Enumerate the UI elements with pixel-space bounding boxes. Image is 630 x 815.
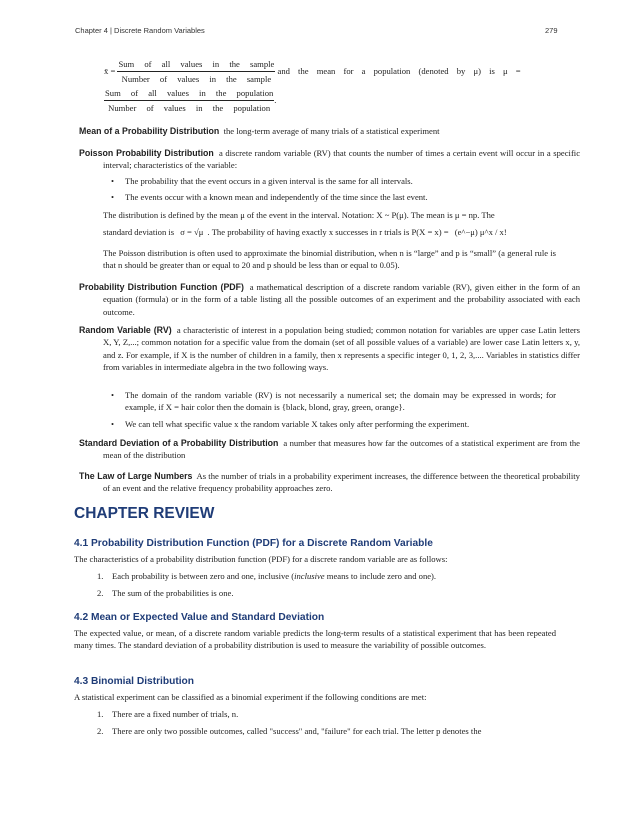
section-heading-4-2: 4.2 Mean or Expected Value and Standard Deviation bbox=[74, 612, 325, 623]
list-text: There are only two possible outcomes, called "success" and, "failure" for each trial. The letter p denotes the bbox=[112, 726, 482, 737]
list-item: • The domain of the random variable (RV) is not necessarily a numerical set; the domain may be expressed in words; for example, if X = hair color then the domain is {black, blond, gray, green, orange}. bbox=[103, 389, 556, 414]
glossary-entry-mean bbox=[79, 125, 556, 137]
glossary-entry-law-of-large-numbers bbox=[79, 470, 580, 495]
list-text: There are a fixed number of trials, n. bbox=[112, 709, 239, 719]
list-number: 1. bbox=[97, 571, 104, 581]
population-mean-connector: and the mean for a population (denoted by μ) is μ = bbox=[277, 65, 521, 76]
poisson-bullets bbox=[103, 175, 556, 208]
section-4-3-intro: A statistical experiment can be classified as a binomial experiment if the following conditions are met: bbox=[74, 692, 427, 702]
list-text: The sum of the probabilities is one. bbox=[112, 588, 234, 599]
poisson-paragraph-2 bbox=[103, 226, 563, 238]
poisson-prob-text: . The probability of having exactly x successes in r trials is P(X = x) = bbox=[207, 227, 449, 237]
list-text: means to include zero and one). bbox=[324, 571, 437, 581]
sigma-formula: σ = √μ bbox=[180, 227, 204, 237]
section-heading-4-3: 4.3 Binomial Distribution bbox=[74, 676, 194, 687]
sample-mean-formula bbox=[104, 58, 556, 86]
glossary-entry-standard-deviation bbox=[79, 437, 580, 462]
list-item bbox=[74, 708, 556, 720]
fraction-numerator: Sum of all values in the sample bbox=[117, 58, 275, 72]
page-number: 279 bbox=[545, 26, 558, 35]
glossary-definition: the long-term average of many trials of a statistical experiment bbox=[223, 126, 440, 136]
glossary-term: Random Variable (RV) bbox=[79, 325, 172, 335]
glossary-term: Probability Distribution Function (PDF) bbox=[79, 282, 244, 292]
list-item bbox=[74, 570, 556, 582]
glossary-definition: a mathematical description of a discrete random variable (RV), given either in the form of an equation (formula) or in the form of a table listing all the possible outcomes of an experiment and the probability associated with each outcome. bbox=[103, 282, 581, 317]
list-number: 2. bbox=[97, 588, 104, 599]
poisson-sd-text: standard deviation is bbox=[103, 227, 175, 237]
chapter-review-heading: CHAPTER REVIEW bbox=[74, 505, 215, 522]
list-item: • The events occur with a known mean and independently of the time since the last event. bbox=[103, 191, 556, 203]
poisson-paragraph-1: The distribution is defined by the mean μ of the event in the interval. Notation: X ~ P(μ). The mean is μ = np. The bbox=[103, 210, 495, 220]
glossary-term: Standard Deviation of a Probability Distribution bbox=[79, 438, 279, 448]
sample-mean-fraction bbox=[117, 58, 275, 86]
fraction-numerator: Sum of all values in the population bbox=[104, 87, 274, 101]
formula-end: . bbox=[274, 94, 277, 105]
section-4-2-text: The expected value, or mean, of a discrete random variable predicts the long-term results of a statistical experiment that has been repeated many times. The standard deviation of a probability distribution is used to measure the variability of possible outcomes. bbox=[74, 628, 556, 651]
section-heading-4-1: 4.1 Probability Distribution Function (PDF) for a Discrete Random Variable bbox=[74, 538, 433, 549]
glossary-definition: a characteristic of interest in a population being studied; common notation for variables are upper case Latin letters X, Y, Z,...; common notation for a specific value from the domain (set of all possible values of a variable) are lower case Latin letters x, y, and z. For example, if X is the number of children in a family, then x represents a specific integer 0, 1, 2, 3,.... Variables in statistics differ from variables in intermediate algebra in the two following ways. bbox=[103, 325, 580, 373]
list-item bbox=[74, 587, 556, 599]
glossary-term: Poisson Probability Distribution bbox=[79, 148, 214, 158]
glossary-term: The Law of Large Numbers bbox=[79, 471, 193, 481]
section-4-1-intro: The characteristics of a probability distribution function (PDF) for a discrete random variable are as follows: bbox=[74, 554, 448, 564]
glossary-entry-poisson bbox=[79, 147, 580, 172]
population-mean-fraction bbox=[104, 87, 277, 115]
list-emphasis: inclusive bbox=[294, 571, 325, 581]
glossary-definition: a discrete random variable (RV) that counts the number of times a certain event will occur in a specific interval; characteristics of the variable: bbox=[103, 148, 581, 171]
list-number: 1. bbox=[97, 709, 104, 719]
fraction-denominator: Number of values in the sample bbox=[121, 74, 272, 85]
glossary-definition: As the number of trials in a probability experiment increases, the difference between the theoretical probability of an event and the relative frequency probability approaches zero. bbox=[103, 471, 580, 494]
poisson-paragraph-3: The Poisson distribution is often used to approximate the binomial distribution, when n is “large” and p is “small” (a general rule is that n should be greater than or equal to 20 and p should be less than or equal to 0.05). bbox=[103, 248, 556, 271]
poisson-pmf-formula: (e^−μ) μ^x / x! bbox=[454, 227, 507, 237]
xbar-lhs: x̄ = bbox=[104, 65, 116, 76]
population-mean-formula bbox=[104, 87, 556, 115]
random-variable-bullets bbox=[103, 389, 556, 434]
glossary-definition: a number that measures how far the outcomes of a statistical experiment are from the mean of the distribution bbox=[103, 438, 580, 461]
running-header: Chapter 4 | Discrete Random Variables bbox=[75, 26, 205, 35]
glossary-entry-random-variable bbox=[79, 324, 580, 374]
list-text: Each probability is between zero and one, inclusive ( bbox=[112, 571, 295, 581]
list-number: 2. bbox=[97, 726, 104, 737]
section-4-3-list bbox=[74, 708, 556, 743]
glossary-entry-pdf bbox=[79, 281, 580, 318]
list-item bbox=[74, 725, 556, 737]
glossary-term: Mean of a Probability Distribution bbox=[79, 126, 220, 136]
section-4-1-list bbox=[74, 570, 556, 605]
list-item: • The probability that the event occurs in a given interval is the same for all intervals. bbox=[103, 175, 556, 187]
list-item: • We can tell what specific value x the random variable X takes only after performing the experiment. bbox=[103, 418, 556, 430]
fraction-denominator: Number of values in the population bbox=[108, 103, 271, 114]
